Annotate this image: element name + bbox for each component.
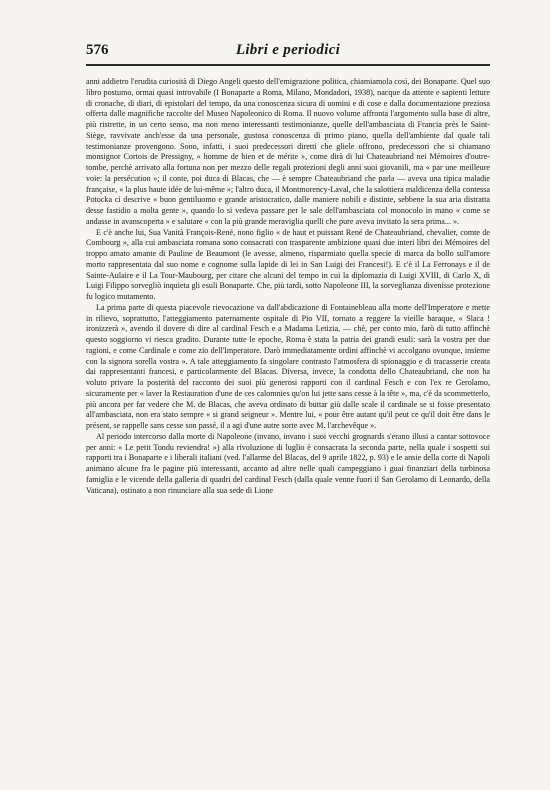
paragraph-3: La prima parte di questa piacevole rievocazione va dall'abdicazione di Fontainebleau alla morte dell'Imperatore e mette in rilievo, soprattutto, l'atteggiamento paternamente ospitale di Pio VII, tornato a reggere la vieille baraque, « Slaca ! ironizzerà », avendo il dovere di dire al cardinal Fesch e a Madama Letizia, — chè, per conto mio, farò di tutto affinchè questo soggiorno vi riesca gradito. Durante tutte le epoche, Roma è stata la patria dei grandi esuli: sarà la vostra per due ragioni, e come Cardinale e come zio dell'Imperatore. Darò immediatamente ordini affinchè vi accolgano ovunque, insieme con la signora sorella vostra ». A tale atteggiamento fa singolare contrasto l'atmosfera di spionaggio e di tracasserie creata dai rappresentanti francesi, e particolarmente del Blacas. Diversa, invece, la condotta dello Chateaubriand, che non ha voluto privare la posterità del racconto dei suoi più generosi rapporti con il cardinal Fesch e con l'ex re Gerolamo, sicuramente per « laver la Restauration d'une de ces calomnies qu'on lui jette sans cesse à la tête », ma, c'è da scommetterlo, più ancora per far vedere che M. de Blacas, che aveva ordinato di buttar giù dalle scale il cardinale se si fosse presentato all'ambasciata, non era stato sempre « si grand seigneur ». Mentre lui, « pour être autant qu'il peut ce qu'il doit être dans le présent, se rappelle sans cesse son passé, il a agi d'une autre sorte avec M. l'archevêque ». — [86, 302, 490, 430]
header-rule — [86, 64, 490, 66]
paragraph-2: E c'è anche lui, Sua Vanità François-René, nono figlio « de haut et puissant René de Chateaubriand, chevalier, comte de Combourg », alla cui ambasciata romana sono consacrati con trasparente ambizione quasi due interi libri dei Mémoires del troppo amato amante di Pauline de Beaumont (le avesse, almeno, risparmiato quella specie di marca da bollo sull'amore morto rappresentata dal suo nome e cognome sulla lapide di lei in San Luigi dei Francesi!). E c'è il La Ferronays e il de Sainte-Aulaire e il La Tour-Maubourg, per citare che alcuni del tempo in cui la diplomazia di Luigi XVIII, di Carlo X, di Luigi Filippo sorvegliò inquieta gli esuli Bonaparte. Che, più tardi, sotto Napoleone III, la sorveglianza divenisse protezione fu logico mutamento. — [86, 227, 490, 301]
body-text — [86, 77, 490, 496]
page-number: 576 — [86, 42, 109, 58]
page-header — [86, 42, 490, 64]
paragraph-4: Al periodo intercorso dalla morte di Napoleone (invano, invano i suoi vecchi grognards s'erano illusi a cantar sottovoce per anni: « Le petit Tondu reviendra! ») alla rivoluzione di luglio è consacrata la seconda parte, nella quale i sospetti sui rapporti tra i Bonaparte e i liberali italiani (ved. l'allarme del Blacas, del 9 aprile 1822, p. 93) e le ansie della corte di Napoli animano alcune fra le pagine più interessanti, accanto ad altre nelle quali campeggiano i guai finanziari della turbinosa famiglia e le vicende della galleria di quadri del cardinal Fesch (dalla quale venne fuori il San Gerolamo di Leonardo, della Vaticana), ostinato a non rinunciare alla sua sede di Lione — [86, 431, 490, 495]
running-title: Libri e periodici — [235, 42, 341, 58]
paragraph-1: anni addietro l'erudita curiosità di Diego Angeli questo dell'emigrazione politica, chiamiamola così, dei Bonaparte. Quel suo libro postumo, ormai quasi introvabile (I Bonaparte a Roma, Milano, Mondadori, 1938), nacque da attente e sapienti letture di cronache, di diari, di epistolari del tempo, da una conoscenza sicura di uomini e di cose e dalla documentazione preziosa offerta dalle magnifiche raccolte del Museo Napoleonico di Roma. Il nuovo volume affronta l'argomento sulla base di altre, più ristrette, in un certo senso, ma non meno interessanti testimonianze, quelle dell'ambasciata di Francia près le Saint-Siège, ravvivate anch'esse da una personale, gustosa conoscenza di primo piano, quella dell'ambiente dal quale tali testimonianze provengono. Sono, infatti, i suoi predecessori diretti che gliele offrono, predecessori che si chiamano monsignor Cortois de Pressigny, « homme de bien et de mérite », come dirà di lui Chateaubriand nei Mémoires d'outre-tombe, perchè arrivato alla fortuna non per mezzo delle regali protezioni degli anni suoi giovanili, ma « par une meilleure voie: la persécution »; il conte, poi duca di Blacas, che — è sempre Chateaubriand che parla — aveva una tipica maladie française, « la plus haute idée de lui-même »; l'altro duca, il Montmorency-Laval, che la salottiera maldicenza della contessa Potocka ci descrive « buon gentiluomo e grande aristocratico, dalle maniere nobili e distinte, sebbene la sua aria distratta desse fastidio a molta gente », quando lo si vedeva passare per le sale dell'ambasciata col monocolo in mano « come se andasse in avanscoperta » e salutare « con la più grande meraviglia quelli che pure aveva invitato la sera prima... ». — [86, 77, 490, 226]
